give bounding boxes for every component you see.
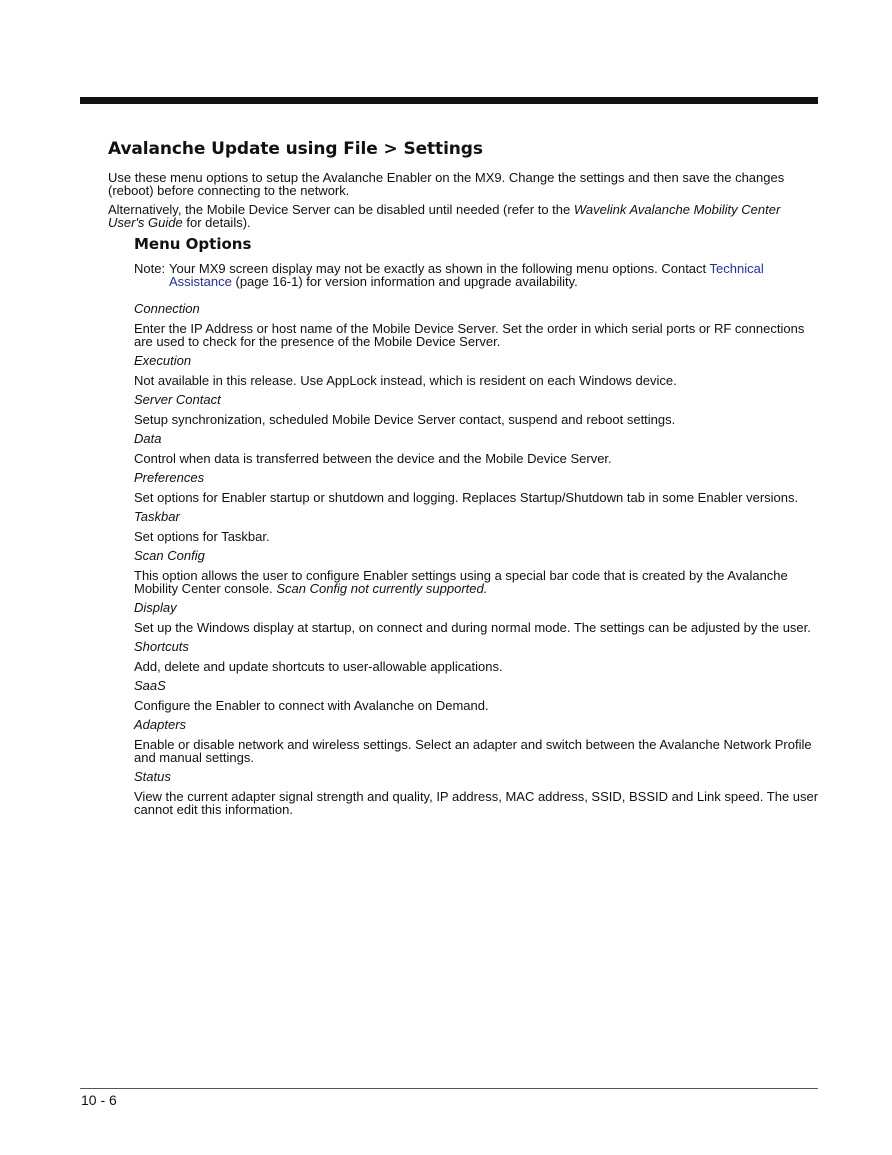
menu-option-desc-adapters: Enable or disable network and wireless settings. Select an adapter and switch between the Avalanche Network Profile and manual settings. bbox=[134, 737, 812, 765]
menu-option-desc-display: Set up the Windows display at startup, on connect and during normal mode. The settings can be adjusted by the user. bbox=[134, 620, 811, 635]
note-body bbox=[169, 262, 822, 288]
note-text-after: (page 16-1) for version information and upgrade availability. bbox=[231, 274, 578, 289]
menu-option-desc-preferences: Set options for Enabler startup or shutdown and logging. Replaces Startup/Shutdown tab in some Enabler versions. bbox=[134, 490, 799, 505]
menu-options-section bbox=[134, 235, 822, 816]
scan-config-desc-text: This option allows the user to configure Enabler settings using a special bar code that is created by the Avalanche Mobility Center console. bbox=[134, 568, 788, 596]
menu-option-name-server-contact: Server Contact bbox=[134, 392, 221, 407]
note-label: Note: bbox=[134, 261, 166, 276]
alternative-text-after: for details). bbox=[182, 215, 251, 230]
menu-option-desc-execution: Not available in this release. Use AppLock instead, which is resident on each Windows device. bbox=[134, 373, 677, 388]
note-text-before: Your MX9 screen display may not be exactly as shown in the following menu options. Contact bbox=[169, 261, 710, 276]
menu-option-name-preferences: Preferences bbox=[134, 470, 205, 485]
header-rule bbox=[80, 97, 818, 104]
menu-option-name-scan-config: Scan Config bbox=[134, 548, 205, 563]
menu-option-name-status: Status bbox=[134, 769, 171, 784]
note bbox=[134, 262, 822, 288]
alternative-paragraph bbox=[108, 203, 820, 229]
menu-option-name-execution: Execution bbox=[134, 353, 192, 368]
menu-option-desc-scan-config bbox=[134, 569, 822, 595]
menu-option-desc-saas: Configure the Enabler to connect with Avalanche on Demand. bbox=[134, 698, 489, 713]
menu-option-desc-status: View the current adapter signal strength and quality, IP address, MAC address, SSID, BSSID and Link speed. The user cannot edit this information. bbox=[134, 789, 819, 817]
footer-rule bbox=[80, 1088, 818, 1089]
menu-option-desc-shortcuts: Add, delete and update shortcuts to user-allowable applications. bbox=[134, 659, 503, 674]
menu-option-desc-data: Control when data is transferred between the device and the Mobile Device Server. bbox=[134, 451, 612, 466]
menu-option-name-display: Display bbox=[134, 600, 177, 615]
scan-config-unsupported-text: Scan Config not currently supported. bbox=[276, 581, 488, 596]
alternative-text-before: Alternatively, the Mobile Device Server can be disabled until needed (refer to the bbox=[108, 202, 574, 217]
intro-paragraph: Use these menu options to setup the Avalanche Enabler on the MX9. Change the settings and then save the changes (reboot) before connecting to the network. bbox=[108, 170, 785, 198]
menu-option-name-shortcuts: Shortcuts bbox=[134, 639, 189, 654]
technical-assistance-link[interactable]: Technical Assistance bbox=[169, 261, 764, 289]
page-number: 10 - 6 bbox=[81, 1092, 117, 1108]
menu-option-desc-connection: Enter the IP Address or host name of the Mobile Device Server. Set the order in which serial ports or RF connections are used to check for the presence of the Mobile Device Server. bbox=[134, 321, 805, 349]
menu-option-desc-taskbar: Set options for Taskbar. bbox=[134, 529, 270, 544]
menu-options-title: Menu Options bbox=[134, 235, 252, 253]
section-title: Avalanche Update using File > Settings bbox=[108, 139, 483, 159]
menu-option-list bbox=[134, 302, 822, 816]
menu-option-name-data: Data bbox=[134, 431, 162, 446]
menu-option-name-adapters: Adapters bbox=[134, 717, 187, 732]
menu-option-desc-server-contact: Setup synchronization, scheduled Mobile Device Server contact, suspend and reboot settings. bbox=[134, 412, 676, 427]
menu-option-name-saas: SaaS bbox=[134, 678, 166, 693]
page-content bbox=[108, 139, 820, 822]
menu-option-name-connection: Connection bbox=[134, 301, 200, 316]
guide-reference: Wavelink Avalanche Mobility Center User's Guide bbox=[108, 202, 781, 230]
menu-option-name-taskbar: Taskbar bbox=[134, 509, 180, 524]
